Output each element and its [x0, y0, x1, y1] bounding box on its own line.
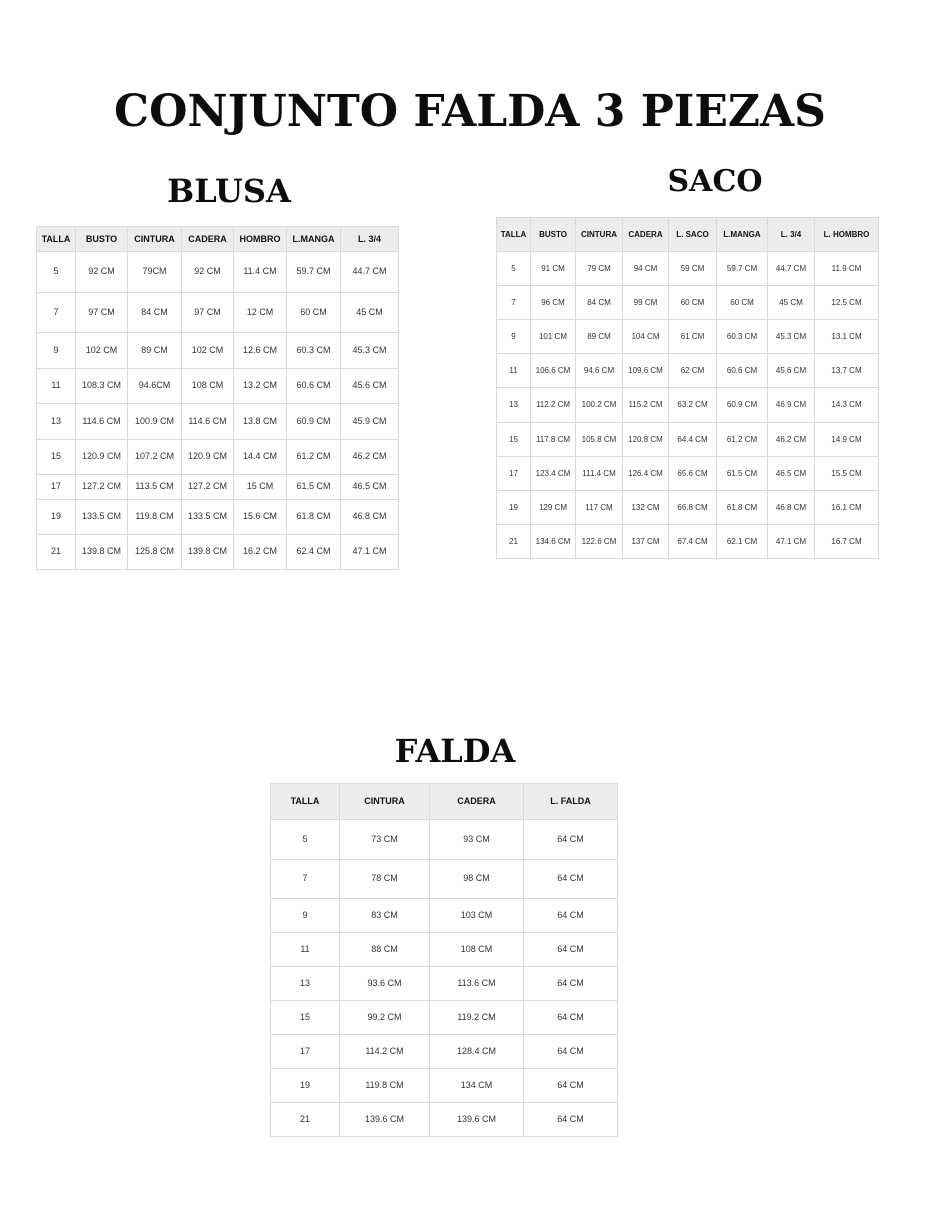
- measurement-cell: 94.6 CM: [576, 354, 623, 388]
- column-header: BUSTO: [531, 218, 576, 252]
- table-row: [271, 1069, 618, 1103]
- column-header: HOMBRO: [234, 227, 287, 252]
- measurement-cell: 139.8 CM: [182, 535, 234, 570]
- size-cell: 21: [271, 1103, 340, 1137]
- column-header: CADERA: [430, 784, 524, 820]
- measurement-cell: 45.6 CM: [768, 354, 815, 388]
- column-header: L. HOMBRO: [815, 218, 879, 252]
- measurement-cell: 127.2 CM: [182, 475, 234, 500]
- measurement-cell: 13.2 CM: [234, 369, 287, 404]
- column-header: L. SACO: [669, 218, 717, 252]
- table-header-row: [497, 218, 879, 252]
- measurement-cell: 127.2 CM: [76, 475, 128, 500]
- measurement-cell: 89 CM: [576, 320, 623, 354]
- measurement-cell: 47.1 CM: [768, 525, 815, 559]
- table-row: [271, 1035, 618, 1069]
- measurement-cell: 46.9 CM: [768, 388, 815, 423]
- size-cell: 11: [37, 369, 76, 404]
- measurement-cell: 117 CM: [576, 491, 623, 525]
- measurement-cell: 108 CM: [430, 933, 524, 967]
- measurement-cell: 113.6 CM: [430, 967, 524, 1001]
- size-cell: 21: [37, 535, 76, 570]
- column-header: BUSTO: [76, 227, 128, 252]
- measurement-cell: 115.2 CM: [623, 388, 669, 423]
- table-header-row: [37, 227, 399, 252]
- measurement-cell: 62.4 CM: [287, 535, 341, 570]
- measurement-cell: 66.8 CM: [669, 491, 717, 525]
- size-cell: 7: [497, 286, 531, 320]
- measurement-cell: 65.6 CM: [669, 457, 717, 491]
- size-cell: 21: [497, 525, 531, 559]
- measurement-cell: 120.9 CM: [182, 440, 234, 475]
- measurement-cell: 61.2 CM: [717, 423, 768, 457]
- measurement-cell: 97 CM: [182, 293, 234, 333]
- measurement-cell: 64 CM: [524, 1069, 618, 1103]
- measurement-cell: 60 CM: [669, 286, 717, 320]
- measurement-cell: 114.6 CM: [76, 404, 128, 440]
- saco-title: SACO: [667, 164, 763, 199]
- measurement-cell: 59.7 CM: [287, 252, 341, 293]
- size-cell: 17: [37, 475, 76, 500]
- measurement-cell: 16.2 CM: [234, 535, 287, 570]
- measurement-cell: 12 CM: [234, 293, 287, 333]
- column-header: TALLA: [271, 784, 340, 820]
- table-row: [37, 293, 399, 333]
- size-cell: 19: [37, 500, 76, 535]
- measurement-cell: 14.3 CM: [815, 388, 879, 423]
- page-title: CONJUNTO FALDA 3 PIEZAS: [114, 86, 826, 137]
- measurement-cell: 126.4 CM: [623, 457, 669, 491]
- measurement-cell: 120.9 CM: [76, 440, 128, 475]
- measurement-cell: 16.1 CM: [815, 491, 879, 525]
- measurement-cell: 61.5 CM: [287, 475, 341, 500]
- measurement-cell: 15.5 CM: [815, 457, 879, 491]
- measurement-cell: 107.2 CM: [128, 440, 182, 475]
- size-cell: 15: [37, 440, 76, 475]
- measurement-cell: 16.7 CM: [815, 525, 879, 559]
- measurement-cell: 47.1 CM: [341, 535, 399, 570]
- column-header: CADERA: [623, 218, 669, 252]
- column-header: TALLA: [497, 218, 531, 252]
- measurement-cell: 64 CM: [524, 899, 618, 933]
- measurement-cell: 103 CM: [430, 899, 524, 933]
- measurement-cell: 133.5 CM: [182, 500, 234, 535]
- measurement-cell: 102 CM: [76, 333, 128, 369]
- column-header: CADERA: [182, 227, 234, 252]
- column-header: L. 3/4: [341, 227, 399, 252]
- measurement-cell: 45.3 CM: [768, 320, 815, 354]
- measurement-cell: 133.5 CM: [76, 500, 128, 535]
- size-cell: 7: [271, 860, 340, 899]
- table-row: [37, 404, 399, 440]
- measurement-cell: 119.2 CM: [430, 1001, 524, 1035]
- measurement-cell: 139.8 CM: [76, 535, 128, 570]
- measurement-cell: 15.6 CM: [234, 500, 287, 535]
- measurement-cell: 132 CM: [623, 491, 669, 525]
- size-cell: 5: [271, 820, 340, 860]
- measurement-cell: 62 CM: [669, 354, 717, 388]
- measurement-cell: 108 CM: [182, 369, 234, 404]
- size-cell: 17: [271, 1035, 340, 1069]
- size-cell: 9: [37, 333, 76, 369]
- measurement-cell: 46.8 CM: [341, 500, 399, 535]
- measurement-cell: 13.7 CM: [815, 354, 879, 388]
- column-header: L. FALDA: [524, 784, 618, 820]
- measurement-cell: 119.8 CM: [128, 500, 182, 535]
- table-row: [497, 286, 879, 320]
- column-header: CINTURA: [128, 227, 182, 252]
- measurement-cell: 46.8 CM: [768, 491, 815, 525]
- measurement-cell: 93 CM: [430, 820, 524, 860]
- measurement-cell: 46.2 CM: [768, 423, 815, 457]
- table-row: [37, 475, 399, 500]
- measurement-cell: 105.8 CM: [576, 423, 623, 457]
- measurement-cell: 61.8 CM: [287, 500, 341, 535]
- measurement-cell: 60.6 CM: [717, 354, 768, 388]
- falda-size-table: [270, 783, 618, 1137]
- measurement-cell: 91 CM: [531, 252, 576, 286]
- measurement-cell: 13.1 CM: [815, 320, 879, 354]
- size-cell: 13: [271, 967, 340, 1001]
- measurement-cell: 60.3 CM: [717, 320, 768, 354]
- measurement-cell: 96 CM: [531, 286, 576, 320]
- saco-size-table: [496, 217, 879, 559]
- measurement-cell: 129 CM: [531, 491, 576, 525]
- measurement-cell: 104 CM: [623, 320, 669, 354]
- size-cell: 19: [497, 491, 531, 525]
- measurement-cell: 88 CM: [340, 933, 430, 967]
- measurement-cell: 112.2 CM: [531, 388, 576, 423]
- size-cell: 11: [497, 354, 531, 388]
- measurement-cell: 45.3 CM: [341, 333, 399, 369]
- measurement-cell: 108.3 CM: [76, 369, 128, 404]
- table-row: [271, 967, 618, 1001]
- table-row: [497, 423, 879, 457]
- table-row: [271, 820, 618, 860]
- column-header: L.MANGA: [287, 227, 341, 252]
- measurement-cell: 122.6 CM: [576, 525, 623, 559]
- size-cell: 7: [37, 293, 76, 333]
- table-row: [497, 491, 879, 525]
- size-cell: 19: [271, 1069, 340, 1103]
- measurement-cell: 79CM: [128, 252, 182, 293]
- size-cell: 17: [497, 457, 531, 491]
- measurement-cell: 98 CM: [430, 860, 524, 899]
- measurement-cell: 114.6 CM: [182, 404, 234, 440]
- measurement-cell: 60 CM: [287, 293, 341, 333]
- measurement-cell: 67.4 CM: [669, 525, 717, 559]
- size-cell: 13: [497, 388, 531, 423]
- measurement-cell: 111.4 CM: [576, 457, 623, 491]
- measurement-cell: 93.6 CM: [340, 967, 430, 1001]
- column-header: L.MANGA: [717, 218, 768, 252]
- size-cell: 9: [497, 320, 531, 354]
- measurement-cell: 100.2 CM: [576, 388, 623, 423]
- table-row: [37, 500, 399, 535]
- measurement-cell: 60.9 CM: [287, 404, 341, 440]
- column-header: CINTURA: [576, 218, 623, 252]
- table-header-row: [271, 784, 618, 820]
- measurement-cell: 94 CM: [623, 252, 669, 286]
- size-cell: 9: [271, 899, 340, 933]
- measurement-cell: 106.6 CM: [531, 354, 576, 388]
- measurement-cell: 102 CM: [182, 333, 234, 369]
- measurement-cell: 11.9 CM: [815, 252, 879, 286]
- measurement-cell: 97 CM: [76, 293, 128, 333]
- measurement-cell: 12.5 CM: [815, 286, 879, 320]
- size-cell: 11: [271, 933, 340, 967]
- measurement-cell: 64 CM: [524, 820, 618, 860]
- measurement-cell: 109.6 CM: [623, 354, 669, 388]
- measurement-cell: 73 CM: [340, 820, 430, 860]
- measurement-cell: 78 CM: [340, 860, 430, 899]
- measurement-cell: 79 CM: [576, 252, 623, 286]
- measurement-cell: 64 CM: [524, 1103, 618, 1137]
- size-cell: 5: [37, 252, 76, 293]
- measurement-cell: 13.8 CM: [234, 404, 287, 440]
- measurement-cell: 14.9 CM: [815, 423, 879, 457]
- measurement-cell: 60 CM: [717, 286, 768, 320]
- measurement-cell: 134 CM: [430, 1069, 524, 1103]
- size-cell: 13: [37, 404, 76, 440]
- measurement-cell: 64 CM: [524, 1035, 618, 1069]
- table-row: [271, 1001, 618, 1035]
- measurement-cell: 62.1 CM: [717, 525, 768, 559]
- size-cell: 15: [271, 1001, 340, 1035]
- measurement-cell: 92 CM: [76, 252, 128, 293]
- measurement-cell: 59.7 CM: [717, 252, 768, 286]
- blusa-size-table: [36, 226, 399, 570]
- measurement-cell: 89 CM: [128, 333, 182, 369]
- table-row: [271, 860, 618, 899]
- measurement-cell: 125.8 CM: [128, 535, 182, 570]
- table-row: [497, 252, 879, 286]
- table-row: [271, 899, 618, 933]
- measurement-cell: 63.2 CM: [669, 388, 717, 423]
- table-row: [37, 252, 399, 293]
- falda-title: FALDA: [394, 732, 516, 770]
- size-cell: 15: [497, 423, 531, 457]
- measurement-cell: 61 CM: [669, 320, 717, 354]
- measurement-cell: 64 CM: [524, 1001, 618, 1035]
- measurement-cell: 120.8 CM: [623, 423, 669, 457]
- table-row: [497, 525, 879, 559]
- column-header: TALLA: [37, 227, 76, 252]
- measurement-cell: 64.4 CM: [669, 423, 717, 457]
- measurement-cell: 100.9 CM: [128, 404, 182, 440]
- table-row: [271, 933, 618, 967]
- measurement-cell: 44.7 CM: [768, 252, 815, 286]
- measurement-cell: 45 CM: [341, 293, 399, 333]
- table-row: [497, 388, 879, 423]
- measurement-cell: 137 CM: [623, 525, 669, 559]
- measurement-cell: 101 CM: [531, 320, 576, 354]
- measurement-cell: 99 CM: [623, 286, 669, 320]
- table-row: [497, 457, 879, 491]
- measurement-cell: 61.5 CM: [717, 457, 768, 491]
- measurement-cell: 45.9 CM: [341, 404, 399, 440]
- measurement-cell: 46.5 CM: [768, 457, 815, 491]
- measurement-cell: 84 CM: [576, 286, 623, 320]
- size-cell: 5: [497, 252, 531, 286]
- measurement-cell: 139.6 CM: [430, 1103, 524, 1137]
- measurement-cell: 134.6 CM: [531, 525, 576, 559]
- table-row: [37, 440, 399, 475]
- measurement-cell: 46.2 CM: [341, 440, 399, 475]
- measurement-cell: 44.7 CM: [341, 252, 399, 293]
- measurement-cell: 113.5 CM: [128, 475, 182, 500]
- measurement-cell: 60.3 CM: [287, 333, 341, 369]
- measurement-cell: 119.8 CM: [340, 1069, 430, 1103]
- table-row: [497, 320, 879, 354]
- measurement-cell: 123.4 CM: [531, 457, 576, 491]
- column-header: CINTURA: [340, 784, 430, 820]
- table-row: [497, 354, 879, 388]
- measurement-cell: 94.6CM: [128, 369, 182, 404]
- table-row: [37, 333, 399, 369]
- measurement-cell: 46.5 CM: [341, 475, 399, 500]
- measurement-cell: 84 CM: [128, 293, 182, 333]
- measurement-cell: 64 CM: [524, 967, 618, 1001]
- measurement-cell: 92 CM: [182, 252, 234, 293]
- table-row: [271, 1103, 618, 1137]
- measurement-cell: 139.6 CM: [340, 1103, 430, 1137]
- measurement-cell: 128.4 CM: [430, 1035, 524, 1069]
- measurement-cell: 114.2 CM: [340, 1035, 430, 1069]
- measurement-cell: 83 CM: [340, 899, 430, 933]
- measurement-cell: 12.6 CM: [234, 333, 287, 369]
- measurement-cell: 11.4 CM: [234, 252, 287, 293]
- measurement-cell: 60.9 CM: [717, 388, 768, 423]
- measurement-cell: 45.6 CM: [341, 369, 399, 404]
- table-row: [37, 369, 399, 404]
- measurement-cell: 60.6 CM: [287, 369, 341, 404]
- measurement-cell: 59 CM: [669, 252, 717, 286]
- measurement-cell: 45 CM: [768, 286, 815, 320]
- measurement-cell: 61.2 CM: [287, 440, 341, 475]
- blusa-title: BLUSA: [167, 172, 291, 210]
- measurement-cell: 14.4 CM: [234, 440, 287, 475]
- measurement-cell: 99.2 CM: [340, 1001, 430, 1035]
- measurement-cell: 61.8 CM: [717, 491, 768, 525]
- column-header: L. 3/4: [768, 218, 815, 252]
- measurement-cell: 64 CM: [524, 860, 618, 899]
- measurement-cell: 117.8 CM: [531, 423, 576, 457]
- table-row: [37, 535, 399, 570]
- measurement-cell: 15 CM: [234, 475, 287, 500]
- measurement-cell: 64 CM: [524, 933, 618, 967]
